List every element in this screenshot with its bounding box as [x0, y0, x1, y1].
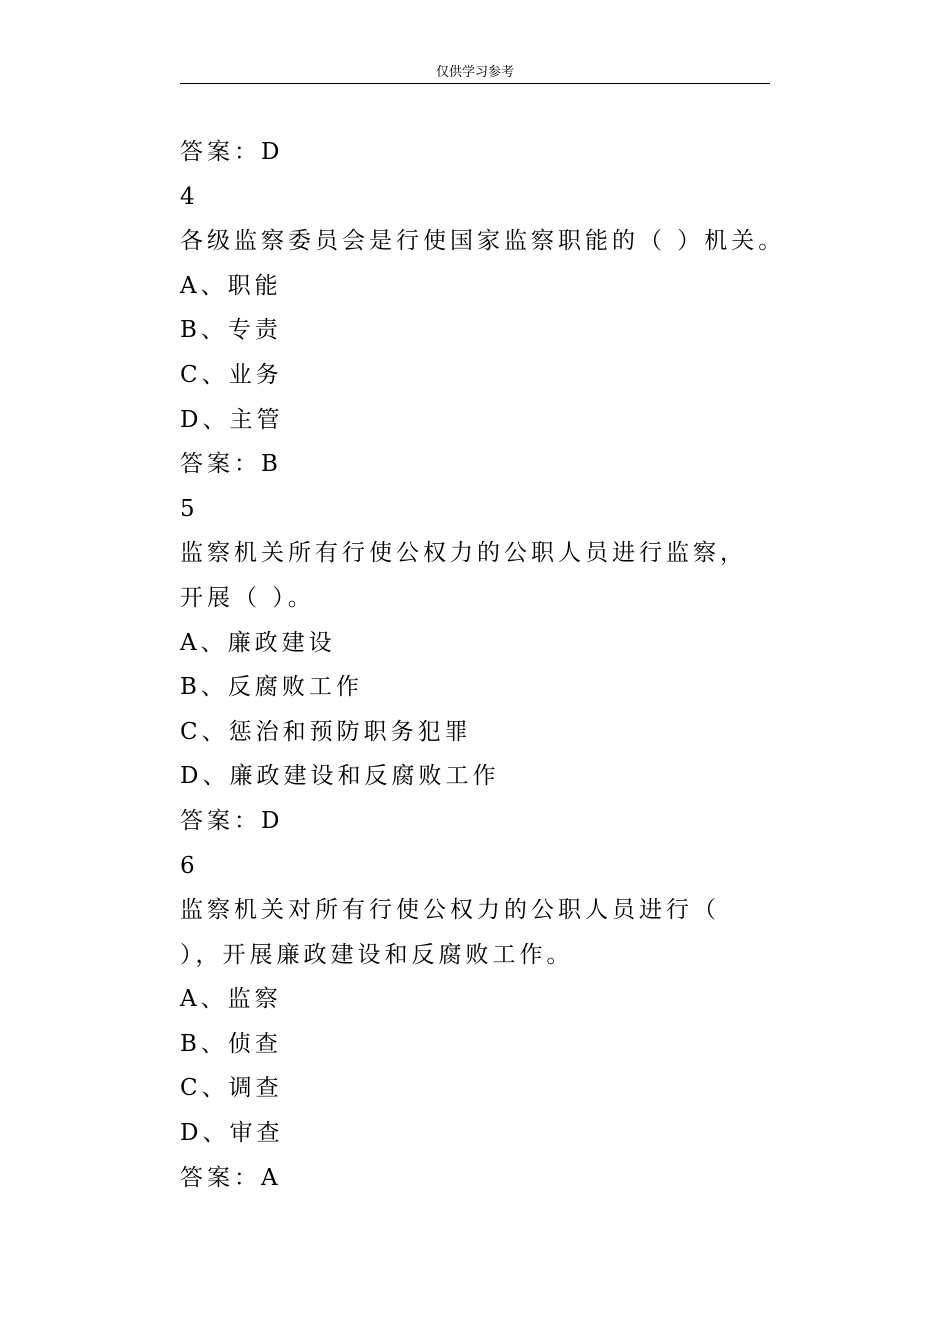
- option-d: D、廉政建设和反腐败工作: [180, 763, 500, 790]
- header-rule: [180, 83, 770, 84]
- question-text: 监察机关对所有行使公权力的公职人员进行（ ），开展廉政建设和反腐败工作。: [180, 897, 720, 968]
- option-b: B、专责: [180, 317, 282, 344]
- option-a: A、监察: [180, 986, 282, 1013]
- document-body: [180, 130, 786, 1200]
- option-d: D、审查: [180, 1120, 284, 1147]
- option-c: C、惩治和预防职务犯罪: [180, 718, 472, 745]
- option-b: B、反腐败工作: [180, 674, 363, 701]
- answer-line: 答案：D: [180, 139, 284, 165]
- option-c: C、调查: [180, 1075, 283, 1102]
- question-number: 6: [180, 852, 199, 879]
- question-number: 5: [180, 495, 199, 522]
- answer-line: 答案：B: [180, 451, 282, 478]
- option-d: D、主管: [180, 406, 284, 433]
- option-a: A、廉政建设: [180, 629, 336, 656]
- option-c: C、业务: [180, 361, 283, 388]
- option-b: B、侦查: [180, 1030, 282, 1057]
- page-header: 仅供学习参考: [435, 65, 514, 80]
- answer-line: 答案：A: [180, 1164, 282, 1191]
- option-a: A、职能: [180, 272, 282, 299]
- question-number: 4: [180, 183, 199, 210]
- question-text: 监察机关所有行使公权力的公职人员进行监察，开展（ ）。: [180, 540, 747, 611]
- question-text: 各级监察委员会是行使国家监察职能的（ ）机关。: [180, 228, 786, 255]
- answer-line: 答案：D: [180, 807, 284, 834]
